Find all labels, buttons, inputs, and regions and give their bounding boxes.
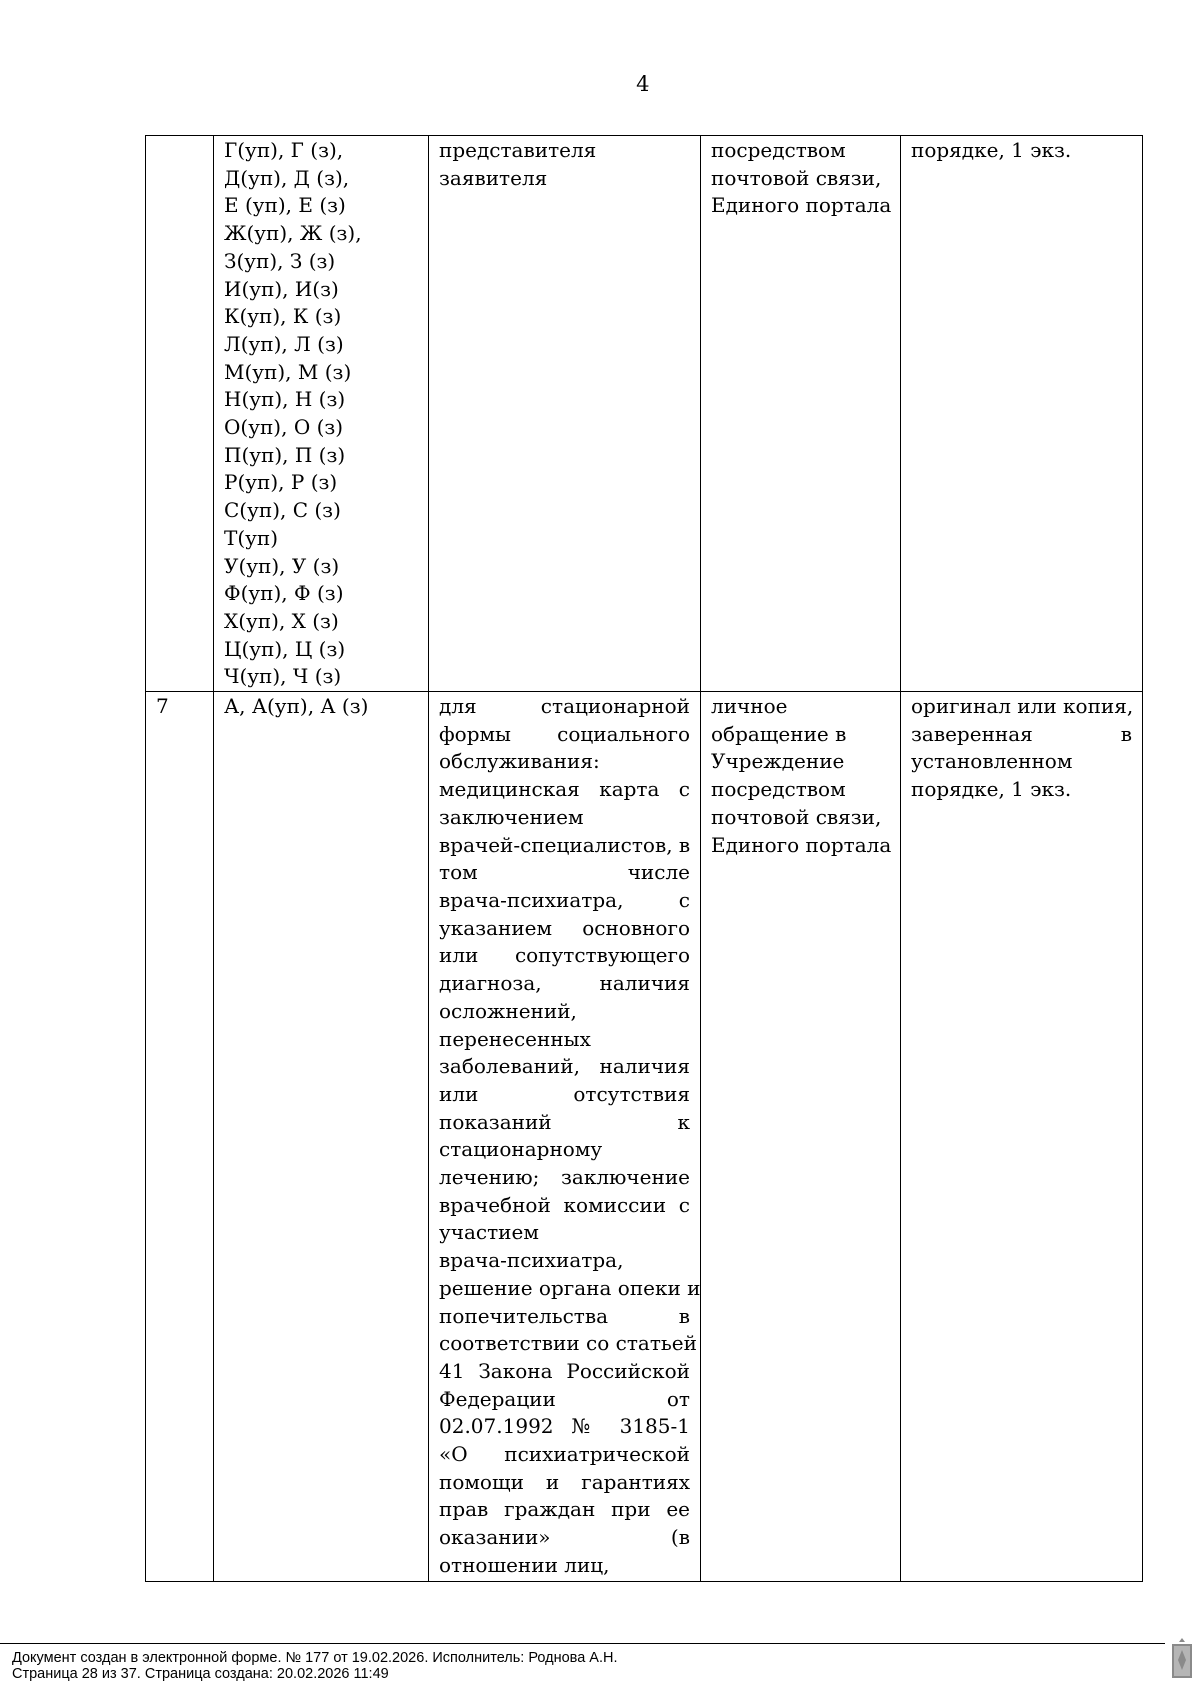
text-line: Г(уп), Г (з), (224, 138, 344, 162)
text-line: участием (439, 1220, 539, 1245)
text-line: Единого портала (711, 193, 892, 218)
text-line: Л(уп), Л (з) (224, 331, 344, 356)
footer (12, 1650, 618, 1682)
text-line: Т(уп) (224, 525, 279, 550)
text-line: врачебной комиссии с (439, 1192, 690, 1217)
text-line: перенесенных (439, 1026, 591, 1051)
text-line: заверенная в (911, 721, 1132, 746)
text-line: оказании» (в (439, 1525, 690, 1550)
cell-method (701, 136, 901, 692)
emblem-icon (1170, 1636, 1194, 1682)
text-line: или отсутствия (439, 1081, 690, 1106)
text-line: Ф(уп), Ф (з) (224, 581, 344, 606)
text-line: К(уп), К (з) (224, 304, 342, 329)
text-line: М(уп), М (з) (224, 359, 352, 384)
text-line: П(уп), П (з) (224, 442, 346, 467)
page-number: 4 (636, 72, 650, 96)
text-line: заявителя (439, 165, 548, 190)
table-row-continued (146, 136, 1143, 692)
text-line: Р(уп), Р (з) (224, 470, 338, 495)
table-row-7 (146, 692, 1143, 1582)
text-line: И(уп), И(з) (224, 276, 339, 301)
text-line: решение органа опеки и (439, 1275, 701, 1300)
text-line: 41 Закона Российской (439, 1358, 690, 1383)
text-line: Учреждение (711, 749, 845, 774)
footer-document-info: Документ создан в электронной форме. № 177 от 19.02.2026. Исполнитель: Роднова А.Н. (12, 1650, 618, 1666)
cell-form (901, 692, 1143, 1582)
text-line: показаний к (439, 1109, 690, 1134)
cell-categories (214, 692, 429, 1582)
text-line: Ц(уп), Ц (з) (224, 636, 346, 661)
text-line: представителя (439, 138, 597, 162)
text-line: посредством (711, 138, 846, 162)
text-line: лечению; заключение (439, 1165, 690, 1190)
text-line: отношении лиц, (439, 1552, 610, 1577)
text-line: заключением (439, 804, 584, 829)
text-line: почтовой связи, (711, 165, 882, 190)
text-line: попечительства в (439, 1303, 690, 1328)
cell-number: 7 (146, 692, 214, 1582)
footer-page-info: Страница 28 из 37. Страница создана: 20.02.2026 11:49 (12, 1666, 389, 1682)
documents-table (145, 135, 1143, 1582)
text-line: А, А(уп), А (з) (224, 694, 369, 719)
text-line: Н(уп), Н (з) (224, 387, 346, 412)
text-line: порядке, 1 экз. (911, 138, 1072, 162)
text-line: врача-психиатра, (439, 1248, 624, 1273)
cell-document (429, 692, 701, 1582)
text-line: почтовой связи, (711, 804, 882, 829)
cell-number (146, 136, 214, 692)
text-line: врачей-специалистов, в (439, 832, 691, 857)
cell-document (429, 136, 701, 692)
text-line: том числе (439, 860, 690, 885)
text-line: З(уп), З (з) (224, 248, 336, 273)
text-line: Х(уп), Х (з) (224, 608, 339, 633)
text-line: У(уп), У (з) (224, 553, 340, 578)
text-line: Е (уп), Е (з) (224, 193, 346, 218)
text-line: обращение в (711, 721, 847, 746)
text-line: осложнений, (439, 998, 577, 1023)
text-line: личное (711, 694, 788, 719)
text-line: посредством (711, 777, 846, 802)
cell-categories (214, 136, 429, 692)
text-line: врача-психиатра, с (439, 887, 690, 912)
text-line: О(уп), О (з) (224, 415, 344, 440)
text-line: Ч(уп), Ч (з) (224, 664, 342, 689)
text-line: Единого портала (711, 832, 892, 857)
text-line: 02.07.1992 № 3185-1 (439, 1414, 690, 1439)
text-line: помощи и гарантиях (439, 1469, 690, 1494)
text-line: оригинал или копия, (911, 694, 1134, 719)
cell-form (901, 136, 1143, 692)
text-line: «О психиатрической (439, 1442, 690, 1467)
text-line: диагноза, наличия (439, 971, 690, 996)
text-line: установленном (911, 749, 1073, 774)
text-line: обслуживания: (439, 749, 600, 774)
text-line: Д(уп), Д (з), (224, 165, 350, 190)
text-line: формы социального (439, 721, 690, 746)
text-line: или сопутствующего (439, 943, 690, 968)
text-line: порядке, 1 экз. (911, 777, 1072, 802)
text-line: заболеваний, наличия (439, 1054, 690, 1079)
text-line: для стационарной (439, 694, 690, 719)
footer-divider (0, 1643, 1165, 1644)
text-line: Федерации от (439, 1386, 690, 1411)
text-line: С(уп), С (з) (224, 498, 341, 523)
text-line: медицинская карта с (439, 777, 690, 802)
cell-method (701, 692, 901, 1582)
text-line: прав граждан при ее (439, 1497, 690, 1522)
text-line: стационарному (439, 1137, 603, 1162)
text-line: указанием основного (439, 915, 690, 940)
text-line: соответствии со статьей (439, 1331, 697, 1356)
text-line: Ж(уп), Ж (з), (224, 221, 362, 246)
